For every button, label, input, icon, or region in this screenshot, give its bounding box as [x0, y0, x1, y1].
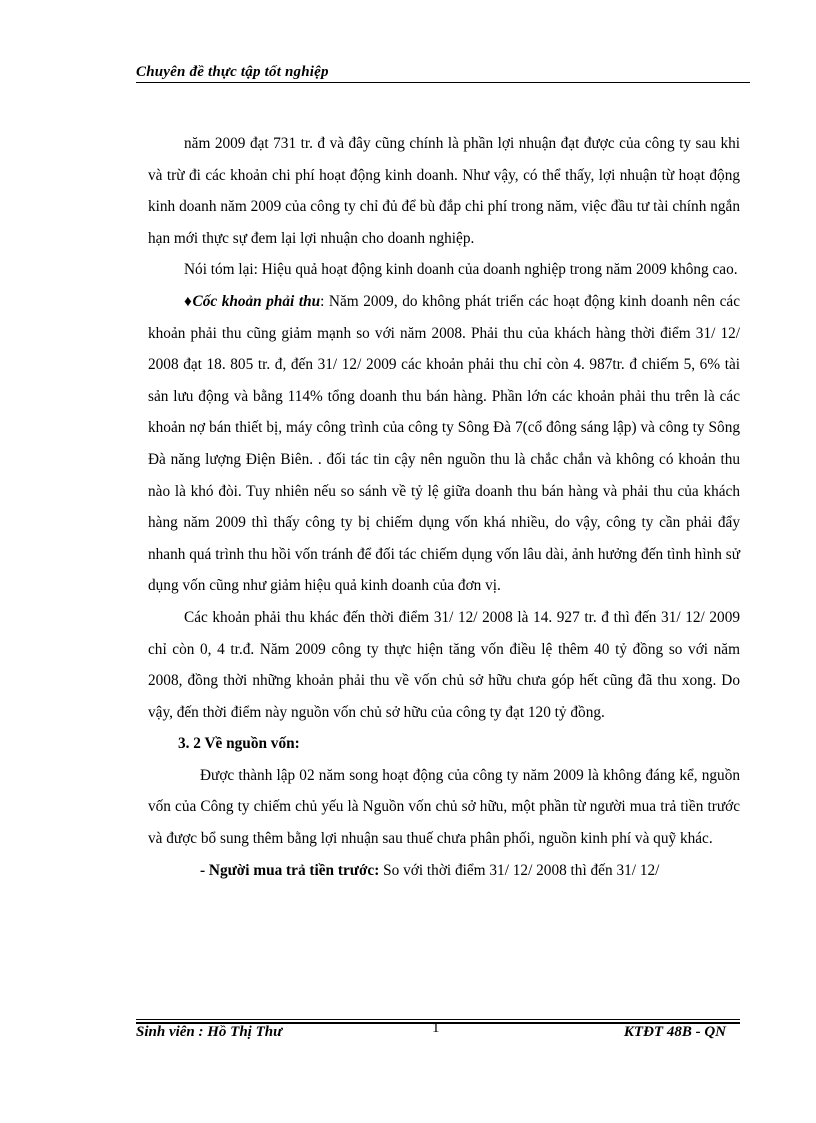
page-header: [136, 63, 750, 81]
paragraph-receivables: [148, 286, 740, 602]
paragraph-other-receivables: [148, 602, 740, 728]
advances-label: - Người mua trả tiền trước:: [200, 861, 380, 879]
paragraph-advances: [148, 855, 740, 887]
document-body: [148, 128, 740, 886]
paragraph-other-receivables-text: Các khoản phải thu khác đến thời điểm 31/ 12/ 2008 là 14. 927 tr. đ thì đến 31/ 12/ 2009 chỉ còn 0, 4 tr.đ. Năm 2009 công ty thực hiện tăng vốn điều lệ thêm 40 tỷ đồng so với năm 2008, đồng thời những khoản phải thu về vốn chủ sở hữu chưa góp hết cũng đã thu xong. Do vậy, đến thời điểm này nguồn vốn chủ sở hữu của công ty đạt 120 tỷ đồng.: [148, 608, 740, 721]
page-number: 1: [432, 1020, 440, 1036]
paragraph-profit-text: năm 2009 đạt 731 tr. đ và đây cũng chính là phần lợi nhuận đạt được của công ty sau khi và trừ đi các khoản chi phí hoạt động kinh doanh. Như vậy, có thể thấy, lợi nhuận từ hoạt động kinh doanh năm 2009 của công ty chỉ đủ để bù đắp chi phí trong năm, việc đầu tư tài chính ngắn hạn mới thực sự đem lại lợi nhuận cho doanh nghiệp.: [148, 135, 740, 247]
header-divider: [136, 82, 750, 83]
footer-class-code: KTĐT 48B - QN: [623, 1024, 726, 1040]
receivables-label: ♦Cốc khoản phải thu: [184, 292, 321, 310]
paragraph-receivables-text: : Năm 2009, do không phát triển các hoạt động kinh doanh nên các khoản phải thu cũng giảm mạnh so với năm 2008. Phải thu của khách hàng thời điểm 31/ 12/ 2008 đạt 18. 805 tr. đ, đến 31/ 12/ 2009 các khoản phải thu chỉ còn 4. 987tr. đ chiếm 5, 6% tài sản lưu động và bằng 114% tổng doanh thu bán hàng. Phần lớn các khoản phải thu trên là các khoản nợ bán thiết bị, máy công trình của công ty Sông Đà 7(cổ đông sáng lập) và công ty Sông Đà năng lượng Điện Biên. . đối tác tin cậy nên nguồn thu là chắc chắn và không có khoản thu nào là khó đòi. Tuy nhiên nếu so sánh về tỷ lệ giữa doanh thu bán hàng và phải thu của khách hàng năm 2009 thì thấy công ty bị chiếm dụng vốn khá nhiều, do vậy, công ty cần phải đẩy nhanh quá trình thu hồi vốn tránh để đối tác chiếm dụng vốn lâu dài, ảnh hưởng đến tình hình sử dụng vốn cũng như giảm hiệu quả kinh doanh của đơn vị.: [148, 292, 740, 595]
footer-student: Sinh viên : Hồ Thị Thư: [136, 1024, 283, 1040]
page-footer: [136, 1020, 726, 1046]
paragraph-capital: [148, 760, 740, 855]
paragraph-profit: [148, 128, 740, 254]
paragraph-summary: [148, 254, 740, 286]
header-title: Chuyên đề thực tập tốt nghiệp: [136, 64, 329, 80]
section-heading: 3. 2 Về nguồn vốn:: [178, 735, 300, 753]
paragraph-advances-text: So với thời điểm 31/ 12/ 2008 thì đến 31/ 12/: [379, 861, 660, 879]
paragraph-summary-text: Nói tóm lại: Hiệu quả hoạt động kinh doanh của doanh nghiệp trong năm 2009 không cao.: [184, 261, 738, 279]
paragraph-capital-text: Được thành lập 02 năm song hoạt động của công ty năm 2009 là không đáng kể, nguồn vốn của Công ty chiếm chủ yếu là Nguồn vốn chủ sở hữu, một phần từ người mua trả tiền trước và được bổ sung thêm bằng lợi nhuận sau thuế chưa phân phối, nguồn kinh phí và quỹ khác.: [148, 766, 740, 848]
